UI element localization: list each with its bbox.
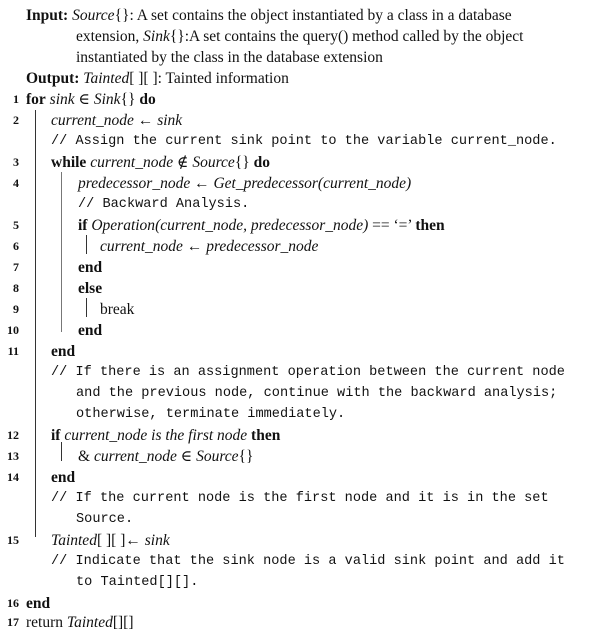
algo-line-16: end (26, 595, 51, 612)
comment: // If the current node is the first node and it is in the set (51, 491, 549, 506)
line-number: 1 (13, 92, 19, 106)
algo-line-8: else (78, 280, 103, 297)
line-number: 4 (13, 176, 19, 190)
comment: // If there is an assignment operation between the current node (51, 365, 565, 380)
for-block-rule (35, 110, 36, 537)
algo-line-13: & current_node ∈ Source{} (78, 448, 254, 465)
line-number: 11 (7, 344, 19, 358)
algo-line-14: end (51, 469, 76, 486)
algo-line-2: current_node ← sink (51, 112, 183, 129)
line-number: 5 (13, 218, 19, 232)
comment: // Backward Analysis. (78, 197, 250, 212)
line-number: 6 (13, 239, 19, 253)
algo-line-10: end (78, 322, 103, 339)
line-number: 14 (7, 470, 19, 484)
comment: // Assign the current sink point to the variable current_node. (51, 134, 557, 149)
line-number: 15 (7, 533, 19, 547)
algo-line-11: end (51, 343, 76, 360)
line-number: 8 (13, 281, 19, 295)
source-set: Source (72, 7, 115, 24)
algo-line-9: break (100, 301, 135, 318)
line-number: 10 (7, 323, 19, 337)
input-line-2: extension, Sink{}:A set contains the query() method called by the object (76, 28, 524, 45)
input-label: Input: (26, 7, 69, 24)
input-line-1: Input: Source{}: A set contains the object instantiated by a class in a database (26, 7, 512, 24)
comment: Source. (76, 512, 134, 527)
line-number: 7 (13, 260, 19, 274)
comment: and the previous node, continue with the backward analysis; (76, 386, 558, 401)
algo-line-5: if Operation(current_node, predecessor_node) == ‘=’ then (78, 217, 445, 234)
line-number: 13 (7, 449, 19, 463)
algo-line-17: return Tainted[][] (26, 614, 134, 631)
algo-line-4: predecessor_node ← Get_predecessor(current_node) (78, 175, 412, 192)
comment: otherwise, terminate immediately. (76, 407, 346, 422)
line-number: 12 (7, 428, 19, 442)
if-block-rule (86, 235, 87, 254)
line-number: 9 (13, 302, 19, 316)
line-number: 16 (7, 596, 19, 610)
algo-line-3: while current_node ∉ Source{} do (51, 154, 270, 171)
else-block-rule (86, 298, 87, 317)
algo-line-6: current_node ← predecessor_node (100, 238, 319, 255)
output-line: Output: Tainted[ ][ ]: Tainted information (26, 70, 289, 87)
algo-line-1: for sink ∈ Sink{} do (26, 91, 156, 108)
comment: to Tainted[][]. (76, 575, 199, 590)
algo-line-12: if current_node is the first node then (51, 427, 281, 444)
algo-line-15: Tainted[ ][ ]← sink (51, 532, 170, 549)
output-label: Output: (26, 70, 80, 87)
algo-line-7: end (78, 259, 103, 276)
while-block-rule (61, 172, 62, 332)
line-number: 17 (7, 615, 19, 629)
line-number: 2 (13, 113, 19, 127)
line-number: 3 (13, 155, 19, 169)
comment: // Indicate that the sink node is a valid sink point and add it (51, 554, 565, 569)
input-line-3: instantiated by the class in the database extension (76, 49, 383, 66)
sink-set: Sink (143, 28, 170, 45)
